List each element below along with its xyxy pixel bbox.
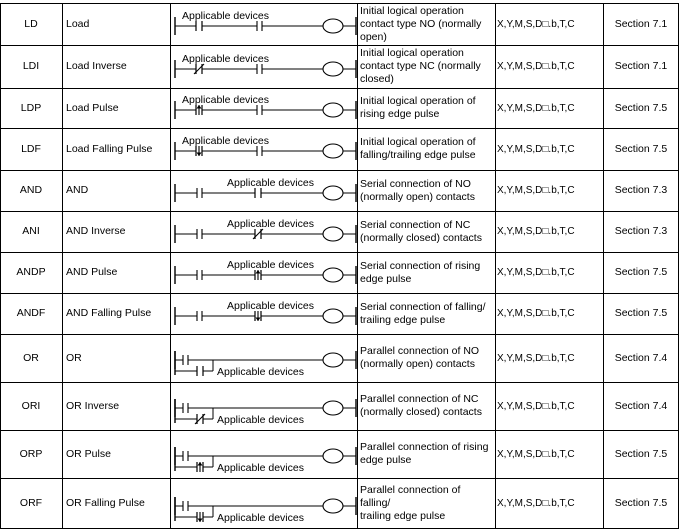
ladder-diagram [170, 128, 357, 170]
function-cell: Parallel connection of NO (normally open) contacts [360, 345, 480, 370]
row-divider [0, 430, 679, 431]
mnemonic-cell: ANDP [16, 266, 46, 278]
devices-cell: X,Y,M,S,D□.b,T,C [497, 308, 575, 319]
instruction-name-cell: Load [66, 17, 90, 30]
row-divider [0, 88, 679, 89]
reference-cell: Section 7.4 [614, 351, 668, 364]
instruction-name-cell: Load Inverse [66, 60, 127, 72]
output-coil [323, 227, 343, 241]
ladder-diagram-cell [170, 478, 357, 529]
devices-cell: X,Y,M,S,D□.b,T,C [497, 226, 575, 237]
ladder-diagram [170, 382, 357, 430]
applicable-devices-label: Applicable devices [217, 462, 304, 474]
output-coil [323, 62, 343, 76]
devices-cell: X,Y,M,S,D□.b,T,C [497, 185, 575, 196]
function-cell: Initial logical operation contact type NO (normally open) [360, 4, 482, 43]
row-divider [0, 3, 679, 4]
function-cell: Serial connection of rising edge pulse [360, 259, 481, 285]
applicable-devices-label: Applicable devices [182, 10, 269, 22]
instruction-name-cell: OR Pulse [66, 447, 111, 460]
function-cell: Parallel connection of NC (normally closed) contacts [360, 393, 482, 418]
function-cell: Serial connection of NC (normally closed) contacts [360, 218, 482, 244]
function-cell: Serial connection of falling/ trailing edge pulse [360, 300, 486, 326]
instruction-name-cell: Load Pulse [66, 101, 119, 114]
row-divider [0, 252, 679, 253]
output-coil [323, 309, 343, 323]
output-coil [323, 186, 343, 200]
ladder-diagram [170, 211, 357, 252]
table-row [0, 293, 679, 334]
ladder-diagram-cell [170, 3, 357, 45]
reference-cell: Section 7.1 [614, 60, 668, 72]
ladder-diagram [170, 45, 357, 88]
output-coil [323, 449, 343, 463]
column-divider [495, 3, 496, 529]
reference-cell: Section 7.5 [614, 101, 668, 114]
applicable-devices-label: Applicable devices [217, 366, 304, 378]
ladder-diagram-cell [170, 382, 357, 430]
applicable-devices-label: Applicable devices [182, 135, 269, 147]
table-row [0, 382, 679, 430]
mnemonic-cell: AND [19, 184, 43, 196]
reference-cell: Section 7.5 [614, 266, 668, 278]
mnemonic-cell: OR [23, 351, 39, 364]
instruction-name-cell: OR Inverse [66, 399, 120, 412]
row-divider [0, 45, 679, 46]
instruction-name-cell: AND Inverse [66, 225, 126, 237]
row-divider [0, 170, 679, 171]
output-coil [323, 353, 343, 367]
output-coil [323, 401, 343, 415]
output-coil [323, 103, 343, 117]
table-row [0, 88, 679, 128]
ladder-diagram-cell [170, 334, 357, 382]
table-row [0, 478, 679, 529]
ladder-diagram [170, 88, 357, 128]
ladder-diagram-cell [170, 170, 357, 211]
ladder-diagram-cell [170, 45, 357, 88]
column-divider [357, 3, 358, 529]
applicable-devices-label: Applicable devices [227, 300, 314, 312]
applicable-contact-arrow-head [198, 462, 203, 466]
ladder-diagram [170, 293, 357, 334]
ladder-diagram [170, 252, 357, 293]
instruction-name-cell: OR Falling Pulse [66, 497, 145, 509]
mnemonic-cell: ANI [22, 225, 40, 237]
applicable-contact-arrow-head [197, 153, 202, 157]
table-row [0, 252, 679, 293]
mnemonic-cell: ORF [19, 497, 43, 509]
reference-cell: Section 7.5 [614, 142, 668, 155]
function-cell: Parallel connection of rising edge pulse [360, 441, 489, 466]
reference-cell: Section 7.5 [614, 307, 668, 319]
output-coil [323, 268, 343, 282]
ladder-diagram [170, 478, 357, 529]
column-divider [62, 3, 63, 529]
output-coil [323, 19, 343, 33]
reference-cell: Section 7.4 [614, 399, 668, 412]
ladder-diagram-cell [170, 430, 357, 478]
instruction-name-cell: AND Falling Pulse [66, 307, 152, 319]
column-divider [603, 3, 604, 529]
table-row [0, 430, 679, 478]
devices-cell: X,Y,M,S,D□.b,T,C [497, 18, 575, 30]
row-divider [0, 293, 679, 294]
reference-cell: Section 7.3 [614, 225, 668, 237]
devices-cell: X,Y,M,S,D□.b,T,C [497, 448, 575, 460]
row-divider [0, 128, 679, 129]
table-row [0, 3, 679, 45]
mnemonic-cell: ANDF [16, 307, 46, 319]
applicable-devices-label: Applicable devices [227, 218, 314, 230]
devices-cell: X,Y,M,S,D□.b,T,C [497, 352, 575, 364]
instruction-name-cell: Load Falling Pulse [66, 142, 153, 155]
row-divider [0, 528, 679, 529]
reference-cell: Section 7.3 [614, 184, 668, 196]
devices-cell: X,Y,M,S,D□.b,T,C [497, 102, 575, 114]
row-divider [0, 478, 679, 479]
devices-cell: X,Y,M,S,D□.b,T,C [497, 61, 575, 72]
applicable-devices-label: Applicable devices [217, 414, 304, 426]
function-cell: Initial logical operation of rising edge pulse [360, 95, 476, 120]
mnemonic-cell: LDF [21, 142, 41, 155]
instruction-name-cell: AND Pulse [66, 266, 118, 278]
reference-cell: Section 7.5 [614, 497, 668, 509]
row-divider [0, 382, 679, 383]
mnemonic-cell: LDP [20, 101, 42, 114]
ladder-diagram-cell [170, 128, 357, 170]
function-cell: Initial logical operation contact type NC (normally closed) [360, 47, 481, 85]
ladder-diagram-cell [170, 211, 357, 252]
instruction-name-cell: OR [66, 351, 82, 364]
applicable-devices-label: Applicable devices [217, 512, 304, 524]
mnemonic-cell: ORI [21, 399, 41, 412]
column-divider [170, 3, 171, 529]
mnemonic-cell: LDI [22, 60, 40, 72]
function-cell: Serial connection of NO (normally open) contacts [360, 177, 475, 203]
row-divider [0, 211, 679, 212]
ladder-diagram-cell [170, 293, 357, 334]
table-row [0, 128, 679, 170]
ladder-diagram-cell [170, 252, 357, 293]
function-cell: Initial logical operation of falling/trailing edge pulse [360, 136, 476, 161]
applicable-contact-arrow-head [198, 519, 203, 523]
applicable-contact-arrow-head [256, 318, 261, 322]
mnemonic-cell: LD [24, 17, 38, 30]
output-coil [323, 499, 343, 513]
devices-cell: X,Y,M,S,D□.b,T,C [497, 498, 575, 509]
row-divider [0, 334, 679, 335]
devices-cell: X,Y,M,S,D□.b,T,C [497, 267, 575, 278]
table-row [0, 45, 679, 88]
mnemonic-cell: ORP [19, 447, 43, 460]
table-row [0, 211, 679, 252]
reference-cell: Section 7.5 [614, 447, 668, 460]
devices-cell: X,Y,M,S,D□.b,T,C [497, 143, 575, 155]
function-cell: Parallel connection of falling/ trailing edge pulse [360, 484, 461, 522]
ladder-diagram [170, 334, 357, 382]
table-row [0, 170, 679, 211]
table-row [0, 334, 679, 382]
ladder-diagram [170, 430, 357, 478]
instruction-name-cell: AND [66, 184, 89, 196]
output-coil [323, 144, 343, 158]
ladder-diagram [170, 170, 357, 211]
column-divider [0, 3, 1, 529]
ladder-diagram-cell [170, 88, 357, 128]
ladder-diagram [170, 3, 357, 45]
devices-cell: X,Y,M,S,D□.b,T,C [497, 400, 575, 412]
applicable-devices-label: Applicable devices [227, 259, 314, 271]
reference-cell: Section 7.1 [614, 17, 668, 30]
applicable-devices-label: Applicable devices [182, 53, 269, 65]
applicable-devices-label: Applicable devices [227, 177, 314, 189]
applicable-devices-label: Applicable devices [182, 94, 269, 106]
